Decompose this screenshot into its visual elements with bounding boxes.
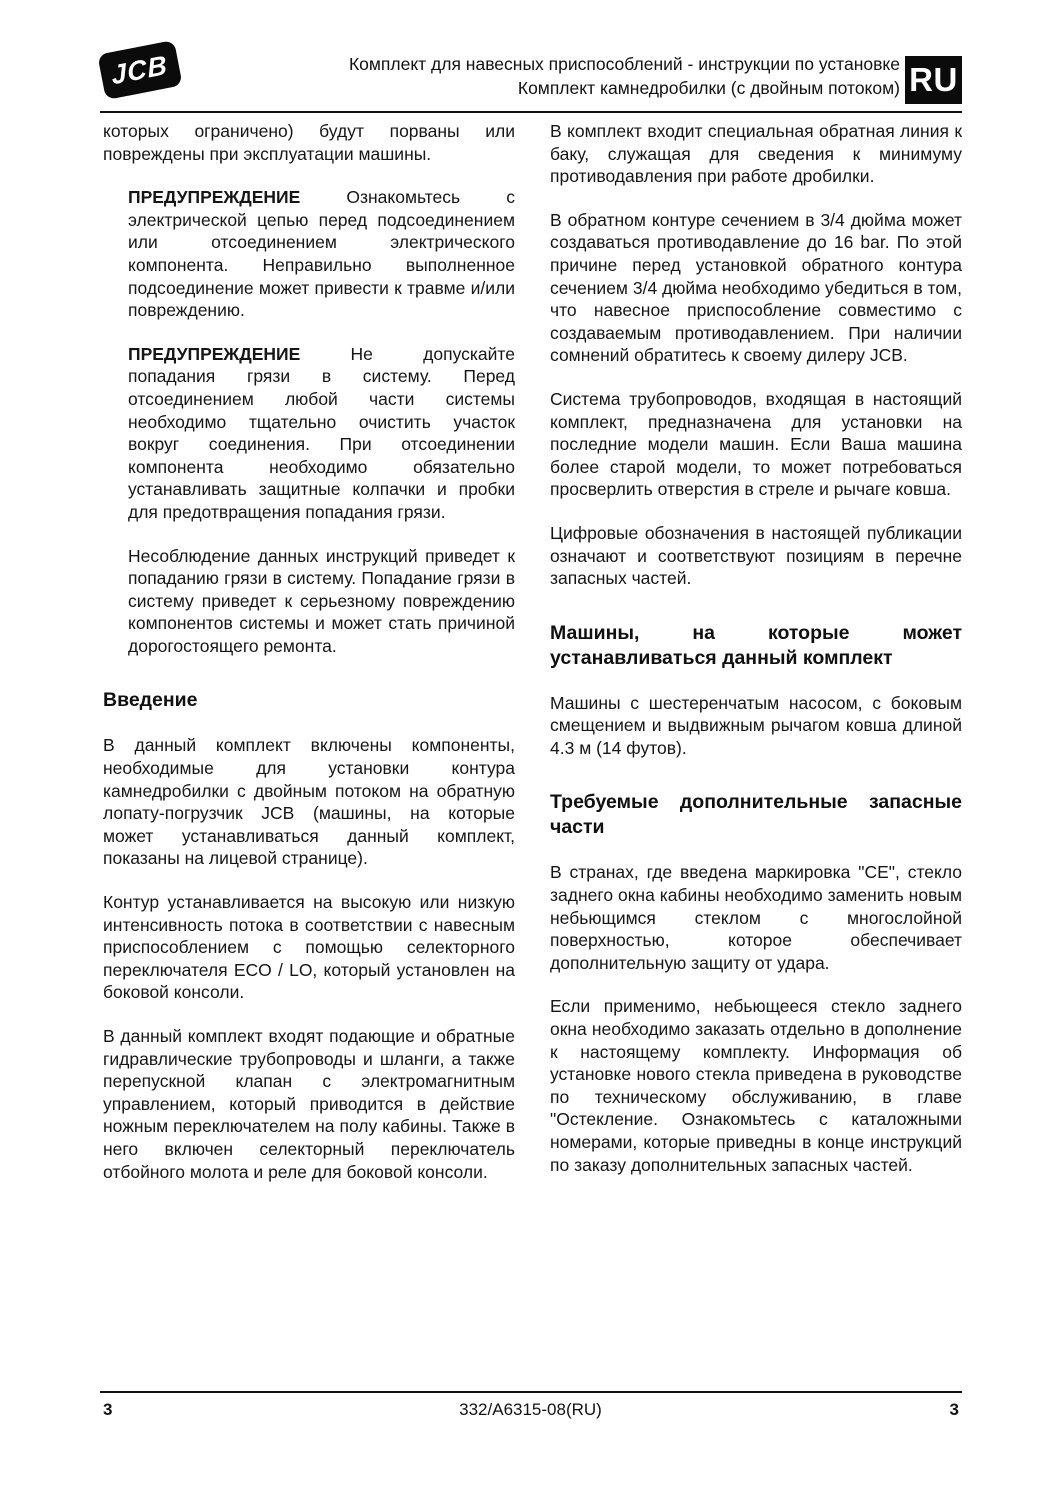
footer-document-number: 332/A6315-08(RU) <box>459 1400 602 1419</box>
section-heading-introduction: Введение <box>103 689 198 712</box>
warning-label: ПРЕДУПРЕЖДЕНИЕ <box>128 187 301 208</box>
return-line-paragraph: В комплект входит специальная обратная линия к баку, служащая для сведения к минимуму противодавления при работе дробилки. <box>550 121 962 187</box>
warning-label: ПРЕДУПРЕЖДЕНИЕ <box>128 343 301 364</box>
required-parts-paragraph-1: В странах, где введена маркировка "CE", стекло заднего окна кабины необходимо заменить новым небьющимся стеклом с многослойной поверхностью, которое обеспечивает дополнительную защиту от удара. <box>550 862 962 973</box>
warning-note-paragraph: Несоблюдение данных инструкций приведет к попаданию грязи в систему. Попадание грязи в систему приведет к серьезному повреждению компонентов системы и может стать причиной дорогостоящего ремонта. <box>128 545 515 656</box>
intro-continuation-paragraph: которых ограничено) будут порваны или повреждены при эксплуатации машины. <box>103 121 515 164</box>
introduction-paragraph-3: В данный комплект входят подающие и обратные гидравлические трубопроводы и шланги, а также перепускной клапан с электромагнитным управлением, который приводится в действие ножным переключателем на полу кабины. Также в него включен селекторный переключатель отбойного молота и реле для боковой консоли. <box>103 1026 515 1182</box>
section-heading-required-parts: Требуемые дополнительные запасные части <box>550 791 962 839</box>
warning-paragraph-1 <box>128 186 515 322</box>
numeric-references-paragraph: Цифровые обозначения в настоящей публикации означают и соответствуют позициям в перечне запасных частей. <box>550 522 962 589</box>
machines-paragraph: Машины с шестеренчатым насосом, с боковым смещением и выдвижным рычагом ковша длиной 4.3 м (14 футов). <box>550 692 962 758</box>
section-heading-machines: Машины, на которые может устанавливаться данный комплект <box>550 621 962 669</box>
introduction-paragraph-2: Контур устанавливается на высокую или низкую интенсивность потока в соответствии с навесным приспособлением с помощью селекторного переключателя ECO / LO, который установлен на боковой консоли. <box>103 892 515 1003</box>
required-parts-paragraph-2: Если применимо, небьющееся стекло заднего окна необходимо заказать отдельно в дополнение к настоящему комплекту. Информация об установке нового стекла приведена в руководстве по техническому обслуживанию, в главе "Остекление. Ознакомьтесь с каталожными номерами, которые приведны в конце инструкций по заказу дополнительных запасных частей. <box>550 996 962 1175</box>
pipework-paragraph: Система трубопроводов, входящая в настоящий комплект, предназначена для установки на последние модели машин. Если Ваша машина более старой модели, то может потребоваться просверлить отверстия в стреле и рычаге ковша. <box>550 388 962 500</box>
language-badge: RU <box>905 56 962 104</box>
footer-page-number-right: 3 <box>949 1400 959 1419</box>
left-column <box>103 120 515 1204</box>
header-divider <box>100 111 962 113</box>
header-title-line2: Комплект камнедробилки (с двойным потоком) <box>517 77 900 98</box>
header-title-block <box>349 53 900 100</box>
back-pressure-paragraph: В обратном контуре сечением в 3/4 дюйма может создаваться противодавление до 16 bar. По этой причине перед установкой обратного контура сечением 3/4 дюйма необходимо убедиться в том, что навесное приспособление совместимо с создаваемым противодавлением. При наличии сомнений обратитесь к своему дилеру JCB. <box>550 209 962 366</box>
header-title-line1: Комплект для навесных приспособлений - инструкции по установке <box>348 54 900 74</box>
jcb-logo-text: JCB <box>110 49 170 90</box>
page-content <box>103 120 962 1204</box>
warning-paragraph-2 <box>128 343 515 524</box>
footer-page-number-left: 3 <box>103 1400 113 1419</box>
warning-text: Ознакомьтесь с электрической цепью перед подсоединением или отсоединением электрического компонента. Неправильно выполненное подсоединение может привести к травме и/или повреждению. <box>128 187 515 321</box>
footer-divider <box>100 1391 962 1393</box>
right-column <box>550 120 962 1204</box>
introduction-paragraph-1: В данный комплект включены компоненты, необходимые для установки контура камнедробилки с двойным потоком на обратную лопату-погрузчик JCB (машины, на которые может устанавливаться данный комплект, показаны на лицевой странице). <box>103 735 515 869</box>
jcb-logo <box>99 41 182 99</box>
warning-text: Не допускайте попадания грязи в систему. Перед отсоединением любой части системы необходимо тщательно очистить участок вокруг соединения. При отсоединении компонента необходимо обязательно устанавливать защитные колпачки и пробки для предотвращения попадания грязи. <box>128 343 515 522</box>
